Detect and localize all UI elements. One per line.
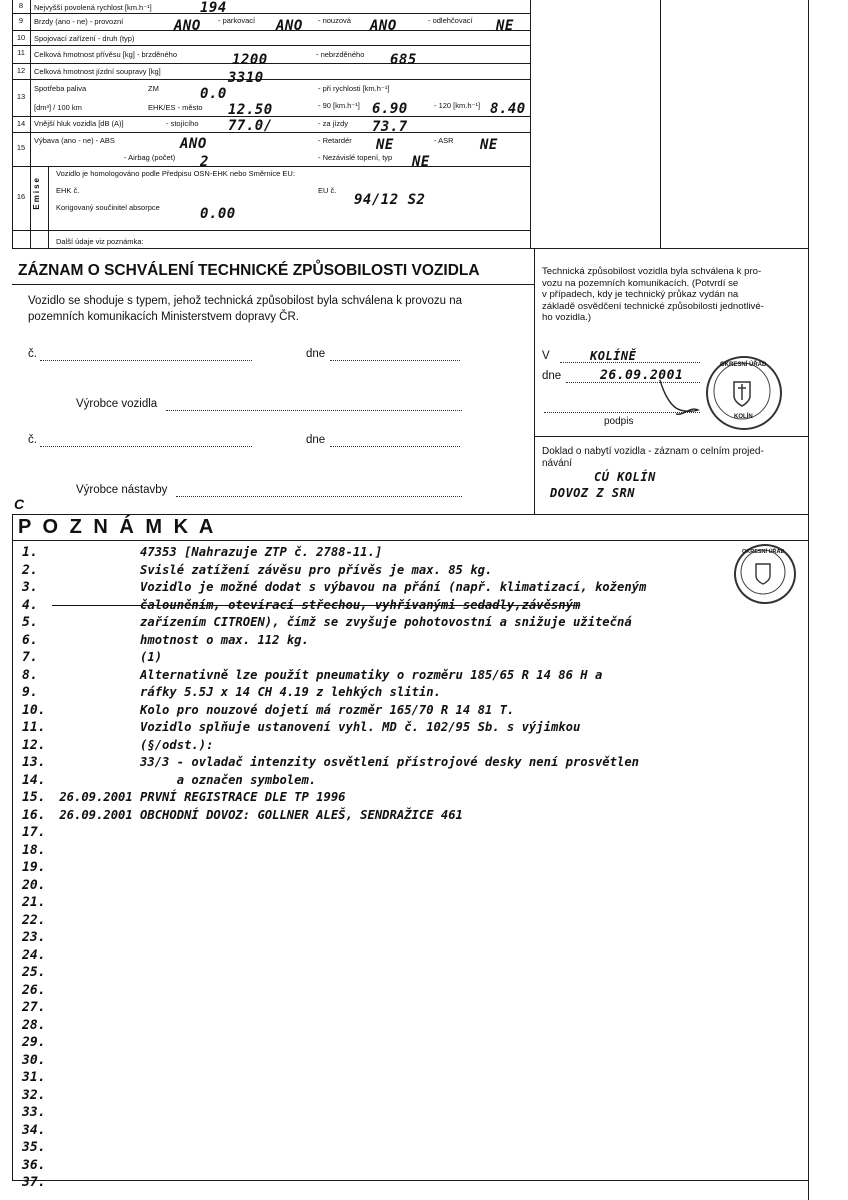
- brakes-emergency-label: - nouzová: [318, 16, 351, 25]
- note-number: 12.: [22, 737, 46, 753]
- note-number: 20.: [22, 877, 46, 893]
- fuel-90-value: 6.90: [372, 101, 408, 117]
- row-number: 10: [16, 33, 26, 42]
- right-box-line: základě osvědčení technické způsobilosti jednotlivé-: [542, 300, 764, 312]
- note-number: 23.: [22, 930, 46, 945]
- brakes-label: Brzdy (ano - ne) - provozní: [34, 17, 124, 26]
- brakes-emergency-value: ANO: [370, 18, 397, 34]
- note-number: 25.: [22, 965, 46, 980]
- note-number: 14.: [22, 772, 46, 788]
- fuel-90-label: - 90 [km.h⁻¹]: [318, 101, 360, 110]
- office-stamp: [706, 356, 782, 430]
- fuel-zm-label: ZM: [148, 84, 159, 93]
- note-number: 3.: [22, 580, 38, 595]
- brakes-parking-value: ANO: [276, 18, 303, 34]
- note-number: 31.: [22, 1070, 46, 1085]
- note-number: 13.: [22, 755, 46, 770]
- note-number: 34.: [22, 1122, 46, 1138]
- page-right-border: [808, 0, 809, 1200]
- note-number: 24.: [22, 947, 46, 963]
- approval-title: ZÁZNAM O SCHVÁLENÍ TECHNICKÉ ZPŮSOBILOSTI VOZIDLA: [18, 262, 480, 279]
- signature-scribble: [640, 376, 710, 418]
- homologation-label: Vozidlo je homologováno podle Předpisu OSN-EHK nebo Směrnice EU:: [56, 169, 295, 178]
- note-number: 15.: [22, 790, 46, 805]
- noise-label: Vnější hluk vozidla [dB (A)]: [34, 119, 124, 128]
- stamp-sub: KOLÍN: [734, 414, 753, 420]
- number-field-2: [40, 446, 252, 447]
- noise-driving-label: - za jízdy: [318, 119, 349, 128]
- stamp-text: OKRESNÍ ÚŘAD: [742, 549, 785, 555]
- brakes-relief-label: - odlehčovací: [428, 16, 473, 25]
- right-box-line: ho vozidla.): [542, 312, 592, 323]
- airbag-value: 2: [200, 154, 209, 170]
- row-sep: [12, 230, 530, 231]
- notes-bottom: [12, 1180, 808, 1181]
- doklad-value-2: DOVOZ Z SRN: [550, 486, 635, 500]
- note-number: 33.: [22, 1105, 46, 1120]
- stamp-text: OKRESNÍ ÚŘAD: [720, 362, 767, 368]
- fuel-speed-label: - při rychlosti [km.h⁻¹]: [318, 84, 390, 93]
- signature-label: podpis: [604, 416, 634, 427]
- notes-title: P O Z N Á M K A: [18, 516, 217, 538]
- note-text: (1): [52, 650, 163, 664]
- place-label: V: [542, 350, 550, 362]
- doklad-value-1: CÚ KOLÍN: [594, 470, 656, 484]
- note-number: 6.: [22, 632, 38, 648]
- note-number: 5.: [22, 615, 38, 630]
- absorption-label: Korigovaný součinitel absorpce: [56, 203, 160, 212]
- row-number: 16: [16, 192, 26, 201]
- note-number: 2.: [22, 562, 38, 578]
- vehicle-maker-field: [166, 410, 462, 411]
- fuel-120-label: - 120 [km.h⁻¹]: [434, 101, 481, 110]
- emissions-label: Emise: [32, 176, 41, 210]
- note-text: (§/odst.):: [52, 737, 214, 752]
- note-number: 19.: [22, 860, 46, 875]
- fuel-label: Spotřeba paliva: [34, 84, 87, 93]
- noise-stationary-value: 77.0/: [228, 118, 273, 134]
- right-box-text: [542, 266, 806, 324]
- eu-value: 94/12 S2: [354, 192, 426, 208]
- date-field-2: [330, 446, 460, 447]
- note-number: 17.: [22, 825, 46, 840]
- note-title-sep: [12, 540, 808, 541]
- date-label: dne: [306, 348, 326, 360]
- combination-weight-label: Celková hmotnost jízdní soupravy [kg]: [34, 67, 161, 76]
- approval-text-1: Vozidlo se shoduje s typem, jehož technická způsobilost byla schválena k provozu na: [28, 295, 463, 307]
- table-mid-divider: [530, 0, 531, 248]
- fuel-unit-label: [dm³] / 100 km: [34, 103, 82, 112]
- trailer-weight-label: Celková hmotnost přívěsu [kg] - brzděného: [34, 50, 177, 59]
- heating-label: - Nezávislé topení, typ: [318, 153, 393, 162]
- note-number: 32.: [22, 1087, 46, 1103]
- right-date-label: dne: [542, 370, 562, 382]
- note-number: 27.: [22, 1000, 46, 1015]
- table-right-divider: [660, 0, 661, 248]
- right-box-line: vozu na pozemních komunikacích. (Potvrdí se: [542, 277, 739, 289]
- row-number: 9: [18, 16, 24, 25]
- note-text: ráfky 5.5J x 14 CH 4.19 z lehkých slitin.: [52, 685, 441, 699]
- heating-value: NE: [412, 154, 430, 170]
- brakes-relief-value: NE: [496, 18, 514, 34]
- note-text: a označen symbolem.: [52, 772, 317, 787]
- note-text: Vozidlo je možné dodat s výbavou na přání (např. klimatizací, koženým: [52, 580, 647, 594]
- row-number: 11: [17, 48, 25, 57]
- trailer-braked-value: 1200: [232, 52, 268, 68]
- further-data-label: Další údaje viz poznámka:: [56, 237, 144, 246]
- max-speed-value: 194: [200, 0, 227, 16]
- max-speed-label: Nejvyšší povolená rychlost [km.h⁻¹]: [34, 3, 152, 12]
- row-number: 13: [16, 92, 26, 101]
- number-label-2: č.: [28, 434, 37, 446]
- row-sep: [12, 79, 530, 80]
- note-text: Alternativně lze použít pneumatiky o rozměru 185/65 R 14 86 H a: [52, 667, 603, 682]
- note-number: 4.: [22, 597, 38, 613]
- fuel-city-label: EHK/ES - město: [148, 103, 203, 112]
- place-value: KOLÍNĚ: [590, 349, 637, 363]
- right-box-line: Technická způsobilost vozidla byla schválena k pro-: [542, 266, 762, 277]
- row-number: 8: [18, 1, 24, 10]
- right-box-line: v případech, kdy je technický průkaz vydán na: [542, 289, 739, 300]
- note-text: hmotnost o max. 112 kg.: [52, 632, 309, 647]
- asr-label: - ASR: [434, 136, 454, 145]
- section-sep: [12, 248, 808, 249]
- fuel-zm-value: 0.0: [200, 86, 227, 102]
- note-text: 47353 [Nahrazuje ZTP č. 2788-11.]: [52, 545, 383, 559]
- retarder-label: - Retardér: [318, 136, 352, 145]
- row-sep: [12, 166, 530, 167]
- retarder-value: NE: [376, 137, 394, 153]
- noise-driving-value: 73.7: [372, 119, 408, 135]
- row-number: 15: [16, 143, 26, 152]
- note-text: Kolo pro nouzové dojetí má rozměr 165/70 R 14 81 T.: [52, 702, 515, 717]
- brakes-parking-label: - parkovací: [218, 16, 256, 25]
- date-label-2: dne: [306, 434, 326, 446]
- asr-value: NE: [480, 137, 498, 153]
- row-number: 12: [16, 66, 26, 75]
- note-number: 8.: [22, 667, 38, 683]
- number-label: č.: [28, 348, 37, 360]
- right-date-value: 26.09.2001: [600, 368, 684, 383]
- note-number: 29.: [22, 1035, 46, 1050]
- doklad-line: Doklad o nabytí vozidla - záznam o celním projed-: [542, 446, 764, 457]
- doklad-sep: [534, 436, 808, 437]
- fuel-120-value: 8.40: [490, 101, 526, 117]
- note-number: 35.: [22, 1140, 46, 1155]
- doklad-line: návání: [542, 458, 573, 469]
- equipment-label: Výbava (ano - ne) - ABS: [34, 136, 115, 145]
- body-maker-field: [176, 496, 462, 497]
- note-number: 37.: [22, 1175, 46, 1190]
- row-sep: [12, 30, 530, 31]
- row-number: 14: [16, 119, 26, 128]
- coupling-label: Spojovací zařízení - druh (typ): [34, 34, 135, 43]
- absorption-value: 0.00: [200, 206, 236, 222]
- note-top-sep: [12, 514, 808, 515]
- emise-divider: [48, 166, 49, 248]
- notes-left-border: [12, 514, 13, 1180]
- note-text: Vozidlo splňuje ustanovení vyhl. MD č. 102/95 Sb. s výjimkou: [52, 720, 581, 734]
- row-sep: [12, 13, 530, 14]
- note-number: 22.: [22, 912, 46, 928]
- note-text: zařízením CITROEN), čímž se zvyšuje pohotovostní a snižuje užitečná: [52, 615, 632, 629]
- abs-value: ANO: [180, 136, 207, 152]
- note-number: 1.: [22, 545, 38, 560]
- note-number: 21.: [22, 895, 46, 910]
- combination-weight-value: 3310: [228, 70, 264, 86]
- note-text: Svislé zatížení závěsu pro přívěs je max. 85 kg.: [52, 562, 493, 577]
- eu-label: EU č.: [318, 186, 337, 195]
- note-number: 30.: [22, 1052, 46, 1068]
- note-text: 26.09.2001 PRVNÍ REGISTRACE DLE TP 1996: [52, 790, 346, 804]
- body-maker-label: Výrobce nástavby: [76, 484, 168, 496]
- note-text: čalouněním, otevírací střechou, vyhřívanými sedadly,závěsným: [52, 597, 581, 612]
- brakes-service-value: ANO: [174, 18, 201, 34]
- corner-mark: C: [14, 496, 25, 512]
- date-field: [330, 360, 460, 361]
- number-field: [40, 360, 252, 361]
- trailer-unbraked-label: - nebrzděného: [316, 50, 365, 59]
- row-sep: [12, 45, 530, 46]
- note-number: 7.: [22, 650, 38, 665]
- row-number-divider: [30, 0, 31, 248]
- vehicle-maker-label: Výrobce vozidla: [76, 398, 158, 410]
- note-number: 9.: [22, 685, 38, 700]
- note-number: 26.: [22, 982, 46, 998]
- approval-text-2: pozemních komunikacích Ministerstvem dopravy ČR.: [28, 311, 299, 323]
- note-text: 33/3 - ovladač intenzity osvětlení přístrojové desky není prosvětlen: [52, 755, 639, 769]
- approval-title-sep: [12, 284, 534, 285]
- note-text: 26.09.2001 OBCHODNÍ DOVOZ: GOLLNER ALEŠ, SENDRAŽICE 461: [52, 807, 463, 822]
- fuel-city-value: 12.50: [228, 102, 273, 118]
- doklad-text: [542, 446, 764, 470]
- note-number: 18.: [22, 842, 46, 858]
- note-number: 10.: [22, 702, 46, 718]
- note-number: 28.: [22, 1017, 46, 1033]
- ehk-label: EHK č.: [56, 186, 80, 195]
- approval-divider: [534, 248, 535, 514]
- trailer-unbraked-value: 685: [390, 52, 417, 68]
- note-number: 11.: [22, 720, 46, 735]
- note-number: 16.: [22, 807, 46, 823]
- note-number: 36.: [22, 1157, 46, 1173]
- noise-stationary-label: - stojícího: [166, 119, 199, 128]
- notes-stamp: [734, 544, 796, 604]
- row-sep: [12, 63, 530, 64]
- airbag-label: - Airbag (počet): [124, 153, 176, 162]
